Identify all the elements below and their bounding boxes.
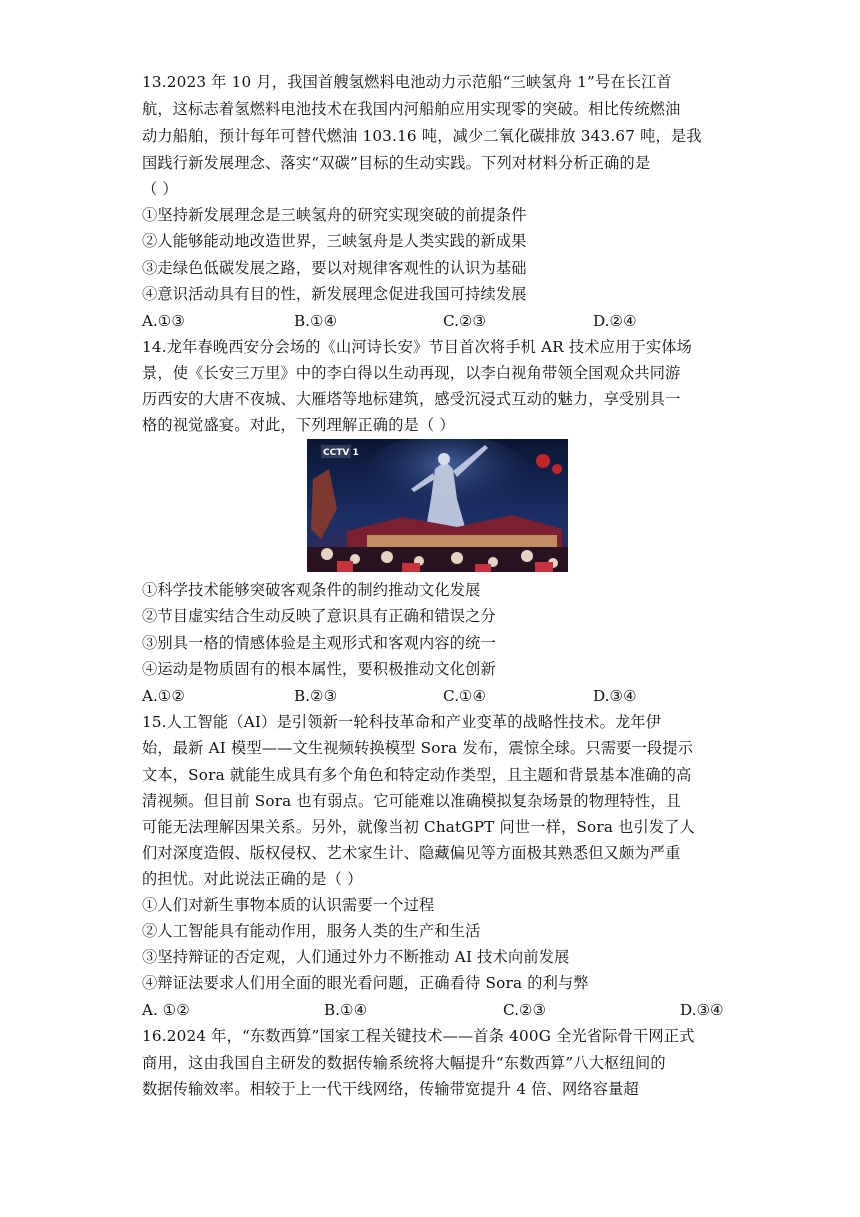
gala-stage-photo: [307, 439, 568, 572]
q14-option-a: A.①②: [142, 687, 186, 705]
lantern-icon: [536, 454, 550, 468]
q15-option-a: A. ①②: [142, 1001, 190, 1019]
q14-option-b: B.②③: [294, 687, 338, 705]
cctv-logo: CCTV 1: [323, 448, 359, 458]
q14-option-c: C.①④: [443, 687, 487, 705]
q14-option-d: D.③④: [593, 687, 637, 705]
q13-stem-line: 航，这标志着氢燃料电池技术在我国内河船舶应用实现零的突破。相比传统燃油: [142, 100, 681, 118]
q13-option-d: D.②④: [593, 312, 637, 330]
q13-statement: ①坚持新发展理念是三峡氢舟的研究实现突破的前提条件: [142, 206, 527, 224]
q15-stem-line: 可能无法理解因果关系。另外，就像当初 ChatGPT 问世一样，Sora 也引发了人: [142, 818, 696, 836]
lantern-icon: [552, 464, 562, 474]
q16-stem-line: 商用，这由我国自主研发的数据传输系统将大幅提升“东数西算”八大枢纽间的: [142, 1054, 666, 1072]
q15-stem-line: 的担忧。对此说法正确的是（ ）: [142, 870, 363, 888]
q15-option-d: D.③④: [680, 1001, 724, 1019]
q15-statement: ③坚持辩证的否定观，人们通过外力不断推动 AI 技术向前发展: [142, 948, 570, 966]
q15-stem-line: 清视频。但目前 Sora 也有弱点。它可能难以准确模拟复杂场景的物理特性，且: [142, 792, 682, 810]
q13-statement: ③走绿色低碳发展之路，要以对规律客观性的认识为基础: [142, 259, 527, 277]
q14-stem-line: 格的视觉盛宴。对此，下列理解正确的是（ ）: [142, 416, 455, 434]
q14-stem-line: 历西安的大唐不夜城、大雁塔等地标建筑，感受沉浸式互动的魅力，享受别具一: [142, 390, 681, 408]
q14-statement: ④运动是物质固有的根本属性，要积极推动文化创新: [142, 660, 496, 678]
q14-stem-line: 景，使《长安三万里》中的李白得以生动再现，以李白视角带领全国观众共同游: [142, 364, 681, 382]
q15-stem-line: 文本，Sora 就能生成具有多个角色和特定动作类型，且主题和背景基本准确的高: [142, 766, 692, 784]
q16-stem-line: 16.2024 年，“东数西算”国家工程关键技术——首条 400G 全光省际骨干网正式: [142, 1027, 695, 1045]
gala-stage-illustration: [307, 439, 568, 572]
q16-stem-line: 数据传输效率。相较于上一代干线网络，传输带宽提升 4 倍、网络容量超: [142, 1080, 639, 1098]
q14-statement: ③别具一格的情感体验是主观形式和客观内容的统一: [142, 634, 496, 652]
q15-stem-line: 15.人工智能（AI）是引领新一轮科技革命和产业变革的战略性技术。龙年伊: [142, 713, 662, 731]
q13-stem-line: 动力船舶，预计每年可替代燃油 103.16 吨，减少二氧化碳排放 343.67 吨，是我: [142, 127, 702, 145]
q14-stem-line: 14.龙年春晚西安分会场的《山河诗长安》节目首次将手机 AR 技术应用于实体场: [142, 338, 693, 356]
q13-option-c: C.②③: [443, 312, 487, 330]
poet-head: [438, 453, 450, 465]
q15-statement: ①人们对新生事物本质的认识需要一个过程: [142, 896, 435, 914]
q14-statement: ②节目虚实结合生动反映了意识具有正确和错误之分: [142, 607, 496, 625]
q15-stem-line: 始，最新 AI 模型——文生视频转换模型 Sora 发布，震惊全球。只需要一段提示: [142, 739, 694, 757]
q13-answer-paren: （ ）: [142, 180, 178, 198]
q13-stem-line: 国践行新发展理念、落实“双碳”目标的生动实践。下列对材料分析正确的是: [142, 154, 651, 172]
q13-option-a: A.①③: [142, 312, 186, 330]
q15-option-b: B.①④: [324, 1001, 368, 1019]
q15-statement: ④辩证法要求人们用全面的眼光看问题，正确看待 Sora 的利与弊: [142, 974, 589, 992]
q15-option-c: C.②③: [503, 1001, 547, 1019]
q13-stem-line: 13.2023 年 10 月，我国首艘氢燃料电池动力示范船“三峡氢舟 1”号在长江首: [142, 73, 672, 91]
q14-statement: ①科学技术能够突破客观条件的制约推动文化发展: [142, 581, 481, 599]
q15-statement: ②人工智能具有能动作用，服务人类的生产和生活: [142, 922, 481, 940]
q13-option-b: B.①④: [294, 312, 338, 330]
q15-stem-line: 们对深度造假、版权侵权、艺术家生计、隐藏偏见等方面极其熟悉但又颇为严重: [142, 844, 681, 862]
q13-statement: ②人能够能动地改造世界，三峡氢舟是人类实践的新成果: [142, 232, 527, 250]
q13-statement: ④意识活动具有目的性，新发展理念促进我国可持续发展: [142, 285, 527, 303]
